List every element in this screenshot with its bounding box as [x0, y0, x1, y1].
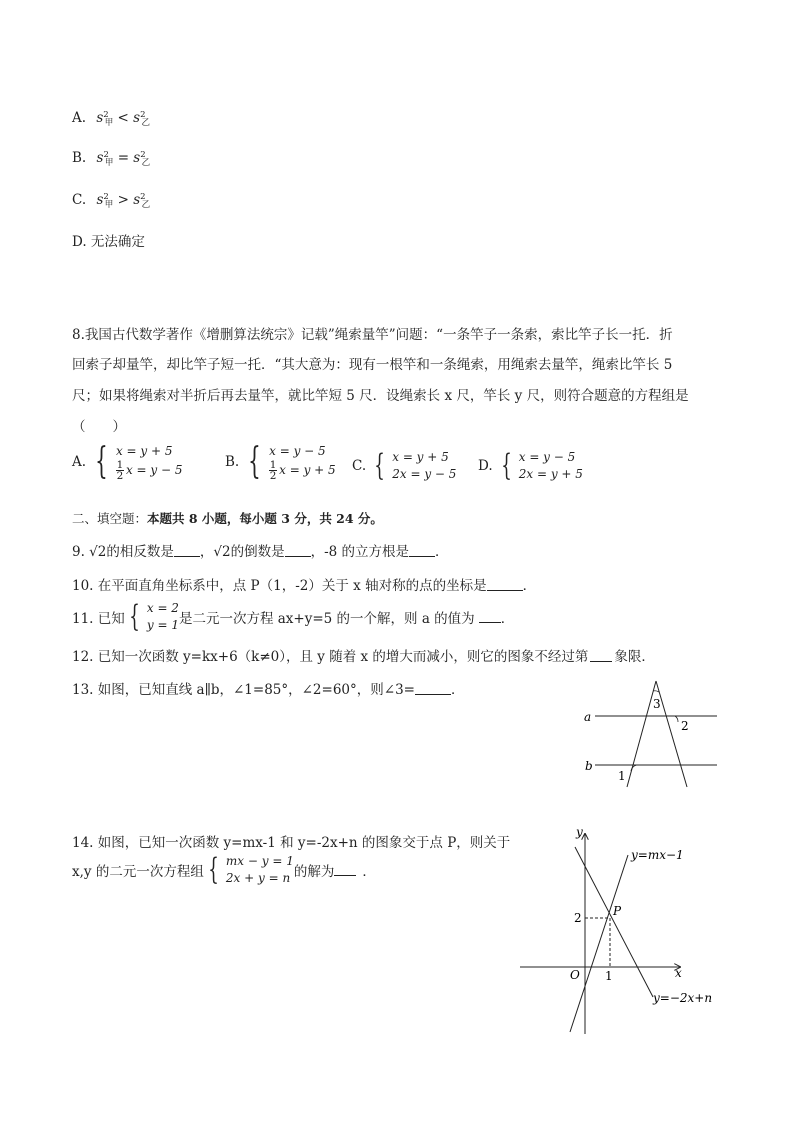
question-13: 13. 如图，已知直线 a∥b，∠1=85°，∠2=60°，则∠3= ．	[72, 682, 465, 698]
left-brace-icon: {	[208, 852, 219, 887]
y-tick-label: 2	[574, 911, 582, 925]
answer-blank[interactable]	[590, 650, 612, 662]
question-9: 9. √2的相反数是 ，√2的倒数是 ，-8 的立方根是 ．	[72, 544, 449, 560]
line-y-mx-minus-1	[570, 855, 628, 1032]
y-axis-label: y	[576, 825, 583, 839]
variable: s	[96, 110, 104, 126]
x-tick-label: 1	[605, 969, 613, 983]
variable: s	[133, 192, 141, 208]
option-label: D.	[478, 458, 493, 474]
line-label-mx: y=mx−1	[631, 848, 684, 862]
subscript: 甲	[104, 118, 114, 128]
superscript: 2	[140, 150, 146, 160]
q8-text-line3: 尺；如果将绳索对半折后再去量竿，就比竿短 5 尺．设绳索长 x 尺，竿长 y 尺，则符合题意的方程组是	[72, 388, 689, 404]
q8-option-c[interactable]	[352, 449, 456, 483]
q8-option-a[interactable]	[72, 443, 183, 481]
equation: 2x = y − 5	[392, 467, 457, 481]
question-14-line2: x,y 的二元一次方程组 { mx − y = 1 2x + y = n 的解为 ．	[72, 852, 376, 887]
left-brace-icon: {	[248, 441, 261, 482]
transversal-right	[656, 681, 687, 787]
answer-blank[interactable]	[174, 545, 200, 557]
equation: x = y − 5	[269, 444, 326, 458]
subscript: 乙	[141, 118, 150, 128]
point-p-label: P	[613, 904, 622, 918]
operator: <	[117, 110, 129, 126]
fraction: $\frac{1}{2}$	[269, 459, 277, 482]
sqrt-2: √2	[89, 544, 107, 560]
left-brace-icon: {	[129, 599, 140, 634]
answer-blank[interactable]	[487, 579, 523, 591]
q8-text-line1: 8.我国古代数学著作《增删算法统宗》记载”绳索量竿”问题：“一条竿子一条索，索比竿子长一托．折	[72, 327, 673, 343]
equation: x = y + 5	[279, 463, 336, 477]
superscript: 2	[140, 110, 146, 120]
question-14-line1: 14. 如图，已知一次函数 y=mx-1 和 y=-2x+n 的图象交于点 P，则关于	[72, 835, 511, 851]
q8-option-d[interactable]	[478, 449, 583, 483]
equation: x = y − 5	[518, 450, 576, 464]
superscript: 2	[103, 192, 109, 202]
variable: s	[133, 110, 141, 126]
variable: s	[96, 192, 104, 208]
choice-d[interactable]: D. 无法确定	[72, 234, 145, 250]
answer-blank[interactable]	[479, 611, 501, 623]
section-header: 二、填空题：本题共 8 小题，每小题 3 分，共 24 分。	[72, 511, 383, 526]
q8-text-line2: 回索子却量竿，却比竿子短一托．“其大意为：现有一根竿和一条绳索，用绳索去量竿，绳索比竿长 5	[72, 357, 673, 373]
equation: 2x = y + 5	[518, 467, 583, 481]
equation: x = y + 5	[392, 450, 449, 464]
equation: x = y − 5	[125, 463, 183, 477]
equation: 2x + y = n	[225, 871, 291, 885]
equation: x = 2	[146, 601, 179, 615]
left-brace-icon: {	[374, 448, 385, 483]
choice-b[interactable]	[72, 150, 150, 168]
figure-14-coordinate-graph	[515, 822, 725, 1037]
sqrt-2: √2	[213, 544, 231, 560]
x-axis-label: x	[675, 966, 682, 980]
option-label: C.	[352, 458, 367, 474]
subscript: 甲	[104, 158, 114, 168]
question-11: 11. 已知 { x = 2 y = 1 是二元一次方程 ax+y=5 的一个解，则 a 的值为 ．	[72, 599, 515, 634]
choice-c[interactable]	[72, 192, 150, 210]
operator: >	[117, 192, 129, 208]
transversal-left	[627, 681, 656, 787]
choice-letter: A.	[72, 110, 87, 126]
figure-13-parallel-lines	[580, 675, 720, 795]
subscript: 甲	[104, 200, 114, 210]
origin-label: O	[570, 968, 580, 982]
angle-2-label: 2	[681, 719, 689, 733]
question-12: 12. 已知一次函数 y=kx+6（k≠0），且 y 随着 x 的增大而减小，则它的图象不经过第 象限．	[72, 649, 655, 665]
variable: s	[133, 150, 141, 166]
operator: =	[117, 150, 129, 166]
subscript: 乙	[141, 200, 151, 210]
choice-letter: C.	[72, 192, 87, 208]
answer-blank[interactable]	[334, 864, 356, 876]
angle-3-label: 3	[653, 697, 661, 711]
option-label: A.	[72, 454, 87, 470]
line-label-neg2x: y=−2x+n	[653, 991, 713, 1005]
superscript: 2	[140, 192, 146, 202]
left-brace-icon: {	[95, 441, 108, 482]
line-y-neg2x-plus-n	[575, 847, 653, 997]
answer-blank[interactable]	[285, 545, 311, 557]
answer-blank[interactable]	[415, 683, 451, 695]
superscript: 2	[103, 150, 109, 160]
choice-letter: B.	[72, 150, 87, 166]
variable: s	[96, 150, 104, 166]
equation: mx − y = 1	[225, 854, 294, 868]
choice-a[interactable]	[72, 110, 150, 128]
equation: y = 1	[146, 618, 179, 632]
question-10: 10. 在平面直角坐标系中，点 P（1，-2）关于 x 轴对称的点的坐标是 ．	[72, 578, 537, 594]
superscript: 2	[103, 110, 109, 120]
q8-option-b[interactable]	[225, 443, 336, 481]
label-b: b	[585, 759, 593, 773]
fraction: $\frac{1}{2}$	[116, 459, 124, 482]
angle-1-label: 1	[618, 769, 626, 783]
subscript: 乙	[141, 158, 151, 168]
answer-blank[interactable]	[409, 545, 435, 557]
q8-answer-parens: （ ）	[72, 419, 126, 435]
label-a: a	[584, 710, 592, 724]
left-brace-icon: {	[500, 448, 512, 483]
option-label: B.	[225, 454, 240, 470]
equation: x = y + 5	[115, 444, 173, 458]
